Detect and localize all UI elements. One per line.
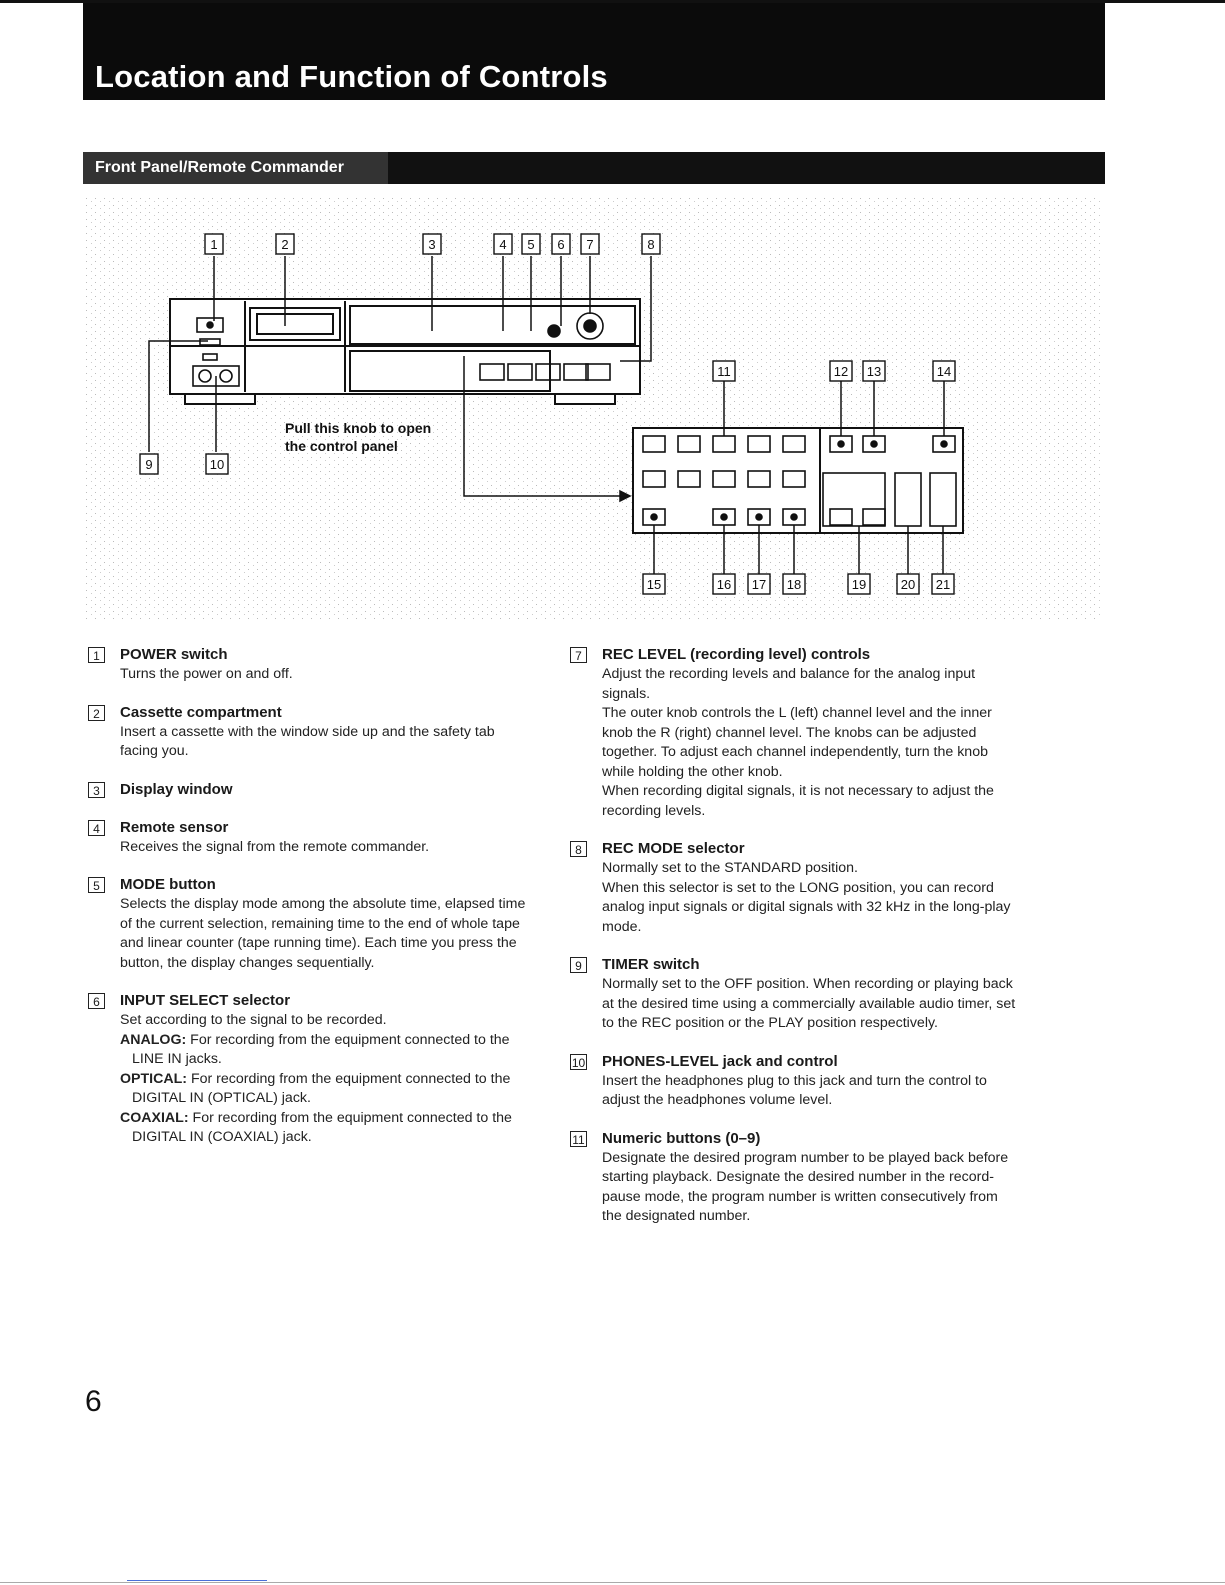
left-column xyxy=(88,645,528,1166)
description-item xyxy=(88,991,528,1148)
item-heading: TIMER switch xyxy=(602,956,700,973)
page-number: 6 xyxy=(85,1385,102,1418)
description-item xyxy=(88,780,528,800)
callout-line-1: Pull this knob to open xyxy=(285,420,432,436)
figure-label-14 xyxy=(933,361,955,381)
option-text: For recording from the equipment connected to the DIGITAL IN (OPTICAL) jack. xyxy=(132,1070,511,1106)
figure-label-16 xyxy=(713,574,735,594)
option-label: OPTICAL: xyxy=(120,1070,187,1087)
bottom-rule xyxy=(0,1582,1225,1583)
figure-label-17 xyxy=(748,574,770,594)
item-number-badge: 5 xyxy=(88,877,105,893)
svg-text:8: 8 xyxy=(647,237,655,252)
item-heading: Numeric buttons (0–9) xyxy=(602,1129,761,1147)
svg-text:9: 9 xyxy=(145,457,153,472)
item-paragraph: Insert the headphones plug to this jack and turn the control to adjust the headphones volume level. xyxy=(602,1072,987,1108)
item-paragraph: Turns the power on and off. xyxy=(120,666,293,682)
figure-label-6 xyxy=(552,234,570,254)
option-text: For recording from the equipment connected to the LINE IN jacks. xyxy=(132,1031,510,1067)
figure-label-11 xyxy=(713,361,735,381)
description-item xyxy=(570,955,1020,1034)
description-item xyxy=(570,1129,1020,1227)
item-number-badge: 6 xyxy=(88,993,105,1009)
figure-label-4 xyxy=(494,234,512,254)
item-heading: Display window xyxy=(120,780,233,798)
item-body xyxy=(602,1072,1020,1111)
item-body xyxy=(602,1149,1020,1227)
svg-text:6: 6 xyxy=(557,237,565,252)
svg-text:5: 5 xyxy=(527,237,535,252)
callout-line-2: the control panel xyxy=(285,438,398,454)
svg-text:18: 18 xyxy=(786,577,802,592)
item-number-badge: 10 xyxy=(571,1055,586,1070)
figure-label-3 xyxy=(423,234,441,254)
svg-text:12: 12 xyxy=(833,364,849,379)
svg-text:11: 11 xyxy=(717,364,731,379)
svg-text:17: 17 xyxy=(751,577,767,592)
option-label: ANALOG: xyxy=(120,1031,187,1048)
section-header xyxy=(83,152,1105,184)
figure-label-7 xyxy=(581,234,599,254)
section-title: Front Panel/Remote Commander xyxy=(95,159,344,176)
item-heading: INPUT SELECT selector xyxy=(120,992,291,1009)
description-item xyxy=(570,1052,1020,1111)
item-number-badge: 3 xyxy=(88,782,105,798)
item-paragraph: The outer knob controls the L (left) channel level and the inner knob the R (right) channel level. The knobs can be adjusted together. To adjust each channel independently, turn the knob while holding the other knob. xyxy=(602,705,992,780)
item-heading: MODE button xyxy=(120,876,216,893)
svg-text:2: 2 xyxy=(281,237,289,252)
figure-label-8 xyxy=(642,234,660,254)
description-item xyxy=(88,875,528,973)
diagram-background xyxy=(85,196,1103,621)
svg-text:7: 7 xyxy=(586,237,594,252)
figure-label-2 xyxy=(276,234,294,254)
figure-label-21 xyxy=(932,574,954,594)
item-body xyxy=(120,1011,528,1148)
item-body xyxy=(120,895,528,973)
option-line xyxy=(120,1070,528,1109)
item-body xyxy=(120,723,528,762)
item-paragraph: When recording digital signals, it is not necessary to adjust the recording levels. xyxy=(602,783,994,819)
item-paragraph: Receives the signal from the remote commander. xyxy=(120,838,430,855)
option-label: COAXIAL: xyxy=(120,1109,189,1126)
control-panel xyxy=(633,428,963,533)
figure-label-1 xyxy=(205,234,223,254)
figure-label-12 xyxy=(830,361,852,381)
svg-text:20: 20 xyxy=(900,577,916,592)
item-body xyxy=(120,838,528,858)
right-column xyxy=(570,645,1020,1245)
description-item xyxy=(88,645,528,685)
item-paragraph: Insert a cassette with the window side up and the safety tab facing you. xyxy=(120,723,495,759)
svg-text:4: 4 xyxy=(499,237,507,252)
svg-text:13: 13 xyxy=(866,364,882,379)
page-title: Location and Function of Controls xyxy=(95,59,608,94)
item-heading: REC MODE selector xyxy=(602,840,745,857)
svg-text:21: 21 xyxy=(935,577,951,592)
figure-label-19 xyxy=(848,574,870,594)
option-line xyxy=(120,1109,528,1148)
item-heading: Cassette compartment xyxy=(120,703,282,721)
figure-label-15 xyxy=(643,574,665,594)
svg-text:14: 14 xyxy=(936,364,952,379)
figure-label-10 xyxy=(206,454,228,474)
item-number-badge: 4 xyxy=(88,820,105,836)
item-number-badge: 2 xyxy=(88,705,105,721)
svg-text:3: 3 xyxy=(428,237,436,252)
item-paragraph: Set according to the signal to be recorded. xyxy=(120,1012,387,1028)
front-panel-diagram xyxy=(85,196,1103,621)
figure-label-9 xyxy=(140,454,158,474)
description-item xyxy=(570,645,1020,821)
item-number-badge: 1 xyxy=(88,647,105,663)
svg-text:16: 16 xyxy=(716,577,732,592)
figure-label-5 xyxy=(522,234,540,254)
description-item xyxy=(570,839,1020,937)
description-item xyxy=(88,818,528,858)
svg-text:19: 19 xyxy=(851,577,867,592)
item-number-badge: 9 xyxy=(570,957,587,973)
item-heading: POWER switch xyxy=(120,646,228,663)
title-bar xyxy=(83,3,1105,100)
svg-text:1: 1 xyxy=(210,237,218,252)
item-paragraph: Selects the display mode among the absolute time, elapsed time of the current selection, remaining time to the end of whole tape and linear counter (tape running time). Each time you press the button, the display changes sequentially. xyxy=(120,896,526,971)
item-paragraph: Normally set to the OFF position. When recording or playing back at the desired time using a commercially available audio timer, set to the REC position or the PLAY position respectively. xyxy=(602,976,1016,1031)
figure-label-18 xyxy=(783,574,805,594)
item-heading: PHONES-LEVEL jack and control xyxy=(602,1052,838,1070)
svg-text:15: 15 xyxy=(646,577,662,592)
item-body xyxy=(602,665,1020,821)
item-heading: Remote sensor xyxy=(120,818,229,836)
figure-label-20 xyxy=(897,574,919,594)
item-body xyxy=(120,665,528,685)
item-heading: REC LEVEL (recording level) controls xyxy=(602,646,871,663)
svg-text:10: 10 xyxy=(209,457,225,472)
figure-label-13 xyxy=(863,361,885,381)
item-number-badge: 8 xyxy=(570,841,587,857)
item-body xyxy=(602,859,1020,937)
item-paragraph: Normally set to the STANDARD position. xyxy=(602,860,858,876)
item-body xyxy=(602,975,1020,1034)
item-paragraph: Designate the desired program number to be played back before starting playback. Designate the desired number in the record-pause mode, the program number is written consecutively from the designated number. xyxy=(602,1149,1009,1224)
bottom-link-underline xyxy=(127,1580,267,1581)
option-line xyxy=(120,1031,528,1070)
description-item xyxy=(88,703,528,762)
item-number-badge: 11 xyxy=(570,1131,587,1147)
item-paragraph: When this selector is set to the LONG position, you can record analog input signals or digital signals with 32 kHz in the long-play mode. xyxy=(602,879,1011,935)
option-text: For recording from the equipment connected to the DIGITAL IN (COAXIAL) jack. xyxy=(132,1109,512,1145)
item-paragraph: Adjust the recording levels and balance for the analog input signals. xyxy=(602,666,976,702)
item-number-badge: 7 xyxy=(570,647,587,663)
